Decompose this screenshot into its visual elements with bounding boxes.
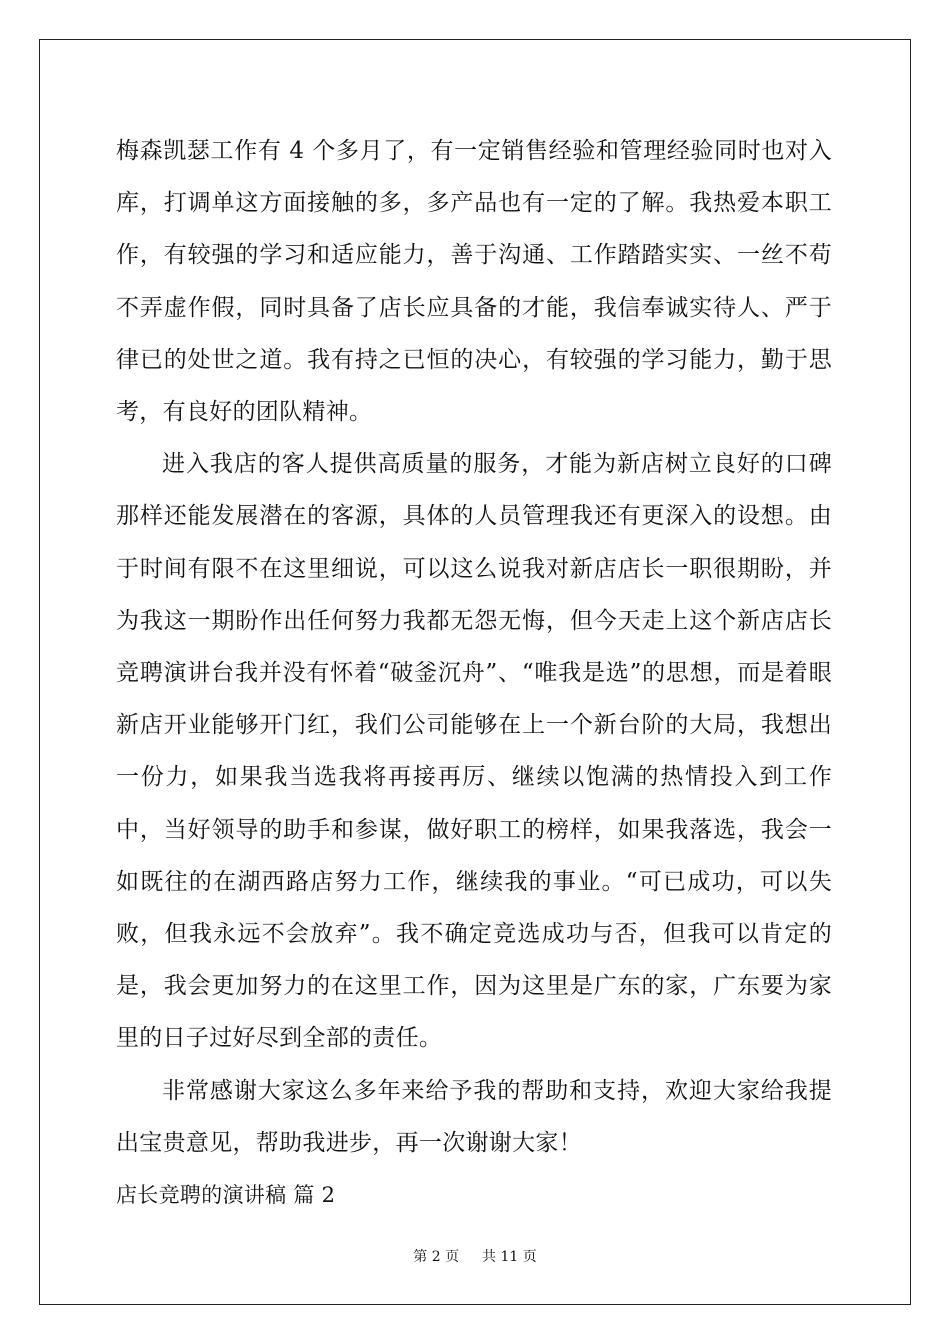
page-footer — [0, 1246, 950, 1266]
section-heading: 店长竞聘的演讲稿 篇 2 — [116, 1183, 336, 1208]
page-number: 第 2 页 — [413, 1249, 460, 1265]
paragraph-3: 非常感谢大家这么多年来给予我的帮助和支持，欢迎大家给我提出宝贵意见，帮助我进步，再一次谢谢大家！ — [116, 1077, 832, 1156]
paragraph-2: 进入我店的客人提供高质量的服务，才能为新店树立良好的口碑那样还能发展潜在的客源，具体的人员管理我还有更深入的设想。由于时间有限不在这里细说，可以这么说我对新店店长一职很期盼，并为我这一期盼作出任何努力我都无怨无悔，但今天走上这个新店店长竞聘演讲台我并没有怀着“破釜沉舟”、“唯我是选”的思想，而是着眼新店开业能够开门红，我们公司能够在上一个新台阶的大局，我想出一份力，如果我当选我将再接再厉、继续以饱满的热情投入到工作中，当好领导的助手和参谋，做好职工的榜样，如果我落选，我会一如既往的在湖西路店努力工作，继续我的事业。“可已成功，可以失败，但我永远不会放弃”。我不确定竞选成功与否，但我可以肯定的是，我会更加努力的在这里工作，因为这里是广东的家，广东要为家里的日子过好尽到全部的责任。 — [116, 451, 832, 1052]
document-body — [116, 125, 832, 1221]
total-pages: 共 11 页 — [482, 1249, 537, 1265]
paragraph-1: 梅森凯瑟工作有 4 个多月了，有一定销售经验和管理经验同时也对入库，打调单这方面接触的多，多产品也有一定的了解。我热爱本职工作，有较强的学习和适应能力，善于沟通、工作踏踏实实、一丝不苟不弄虚作假，同时具备了店长应具备的才能，我信奉诚实待人、严于律已的处世之道。我有持之已恒的决心，有较强的学习能力，勤于思考，有良好的团队精神。 — [116, 138, 832, 426]
